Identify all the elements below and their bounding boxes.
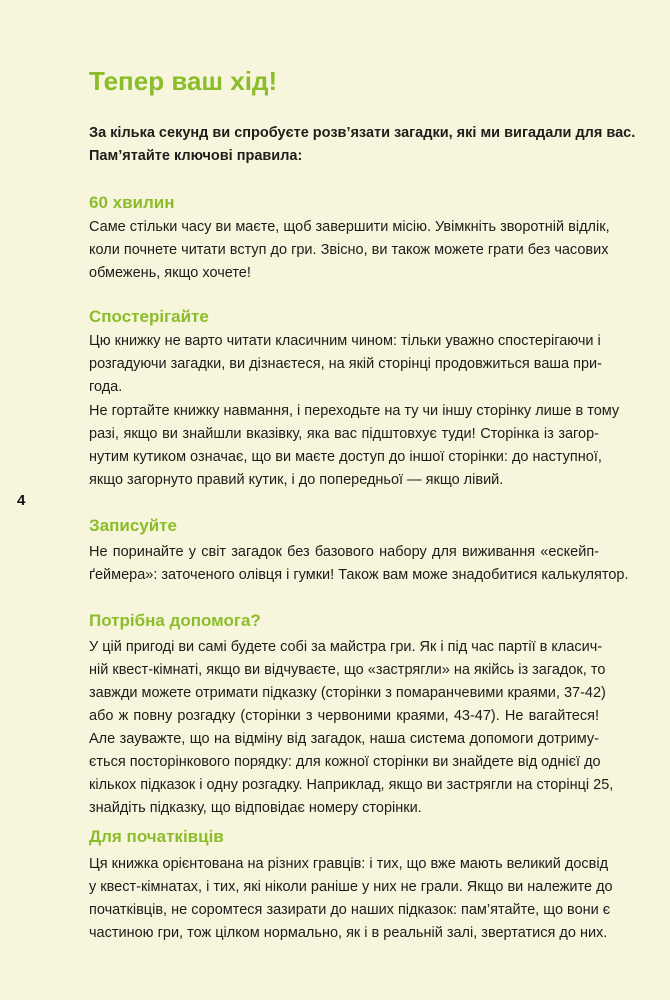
paragraph-line: частиною гри, тож цілком нормально, як і в реальній залі, звертатися до них.: [89, 925, 608, 941]
section-heading-write-down: Записуйте: [89, 516, 177, 535]
section-observe-paragraph-2: [89, 400, 620, 492]
paragraph-line: коли почнете читати вступ до гри. Звісно, ви також можете грати без часових: [89, 242, 609, 258]
paragraph-line: кількох підказок і одну розгадку. Наприклад, якщо ви застрягли на сторінці 25,: [89, 777, 614, 793]
section-heading-observe: Спостерігайте: [89, 307, 209, 326]
section-observe-paragraph-1: [89, 330, 602, 399]
paragraph-line: разі, якщо ви знайшли вказівку, яка вас підштовхує туди! Сторінка із загор-: [89, 426, 599, 442]
paragraph-line: Не гортайте книжку навмання, і переходьте на ту чи іншу сторінку лише в тому: [89, 403, 620, 419]
paragraph-line: нутим кутиком означає, що ви маєте доступ до іншої сторінки: до наступної,: [89, 449, 602, 465]
paragraph-line: розгадуючи загадки, ви дізнаєтеся, на якій сторінці продовжиться ваша при-: [89, 356, 602, 372]
section-need-help-paragraph: [89, 636, 614, 820]
paragraph-line: Не поринайте у світ загадок без базового набору для виживання «ескейп-: [89, 544, 599, 560]
paragraph-line: знайдіть підказку, що відповідає номеру сторінки.: [89, 800, 422, 816]
paragraph-line: Але зауважте, що на відміну від загадок, наша система допомоги дотриму-: [89, 731, 599, 747]
paragraph-line: ґеймера»: заточеного олівця і гумки! Також вам може знадобитися калькулятор.: [89, 567, 629, 583]
paragraph-line: У цій пригоді ви самі будете собі за майстра гри. Як і під час партії в класич-: [89, 639, 603, 655]
section-heading-need-help: Потрібна допомога?: [89, 611, 261, 630]
paragraph-line: якщо загорнуто правий кутик, і до попередньої — якщо лівий.: [89, 472, 504, 488]
paragraph-line: Цю книжку не варто читати класичним чином: тільки уважно спостерігаючи і: [89, 333, 601, 349]
paragraph-line: Саме стільки часу ви маєте, щоб завершити місію. Увімкніть зворотній відлік,: [89, 219, 610, 235]
intro-line: За кілька секунд ви спробуєте розв’язати загадки, які ми вигадали для вас.: [89, 125, 636, 141]
section-write-down-paragraph: [89, 541, 629, 587]
section-beginners-paragraph: [89, 853, 613, 945]
intro-line: Пам’ятайте ключові правила:: [89, 148, 303, 164]
page-number: 4: [17, 492, 26, 509]
paragraph-line: або ж повну розгадку (сторінки з червоними краями, 43-47). Не вагайтеся!: [89, 708, 599, 724]
paragraph-line: завжди можете отримати підказку (сторінки з помаранчевими краями, 37-42): [89, 685, 606, 701]
section-heading-beginners: Для початківців: [89, 827, 224, 846]
paragraph-line: Ця книжка орієнтована на різних гравців: і тих, що вже мають великий досвід: [89, 856, 609, 872]
paragraph-line: года.: [89, 379, 123, 395]
page-title: Тепер ваш хід!: [89, 66, 278, 96]
paragraph-line: обмежень, якщо хочете!: [89, 265, 251, 281]
paragraph-line: у квест-кімнатах, і тих, які ніколи раніше у них не грали. Якщо ви належите до: [89, 879, 613, 895]
section-60-minutes-paragraph: [89, 216, 610, 285]
section-heading-60-minutes: 60 хвилин: [89, 193, 175, 212]
paragraph-line: ється посторінкового порядку: для кожної сторінки ви знайдете від однієї до: [89, 754, 601, 770]
paragraph-line: початківців, не соромтеся зазирати до наших підказок: пам’ятайте, що вони є: [89, 902, 611, 918]
intro-text: [89, 122, 635, 168]
paragraph-line: ній квест-кімнаті, якщо ви відчуваєте, що «застрягли» на якійсь із загадок, то: [89, 662, 606, 678]
